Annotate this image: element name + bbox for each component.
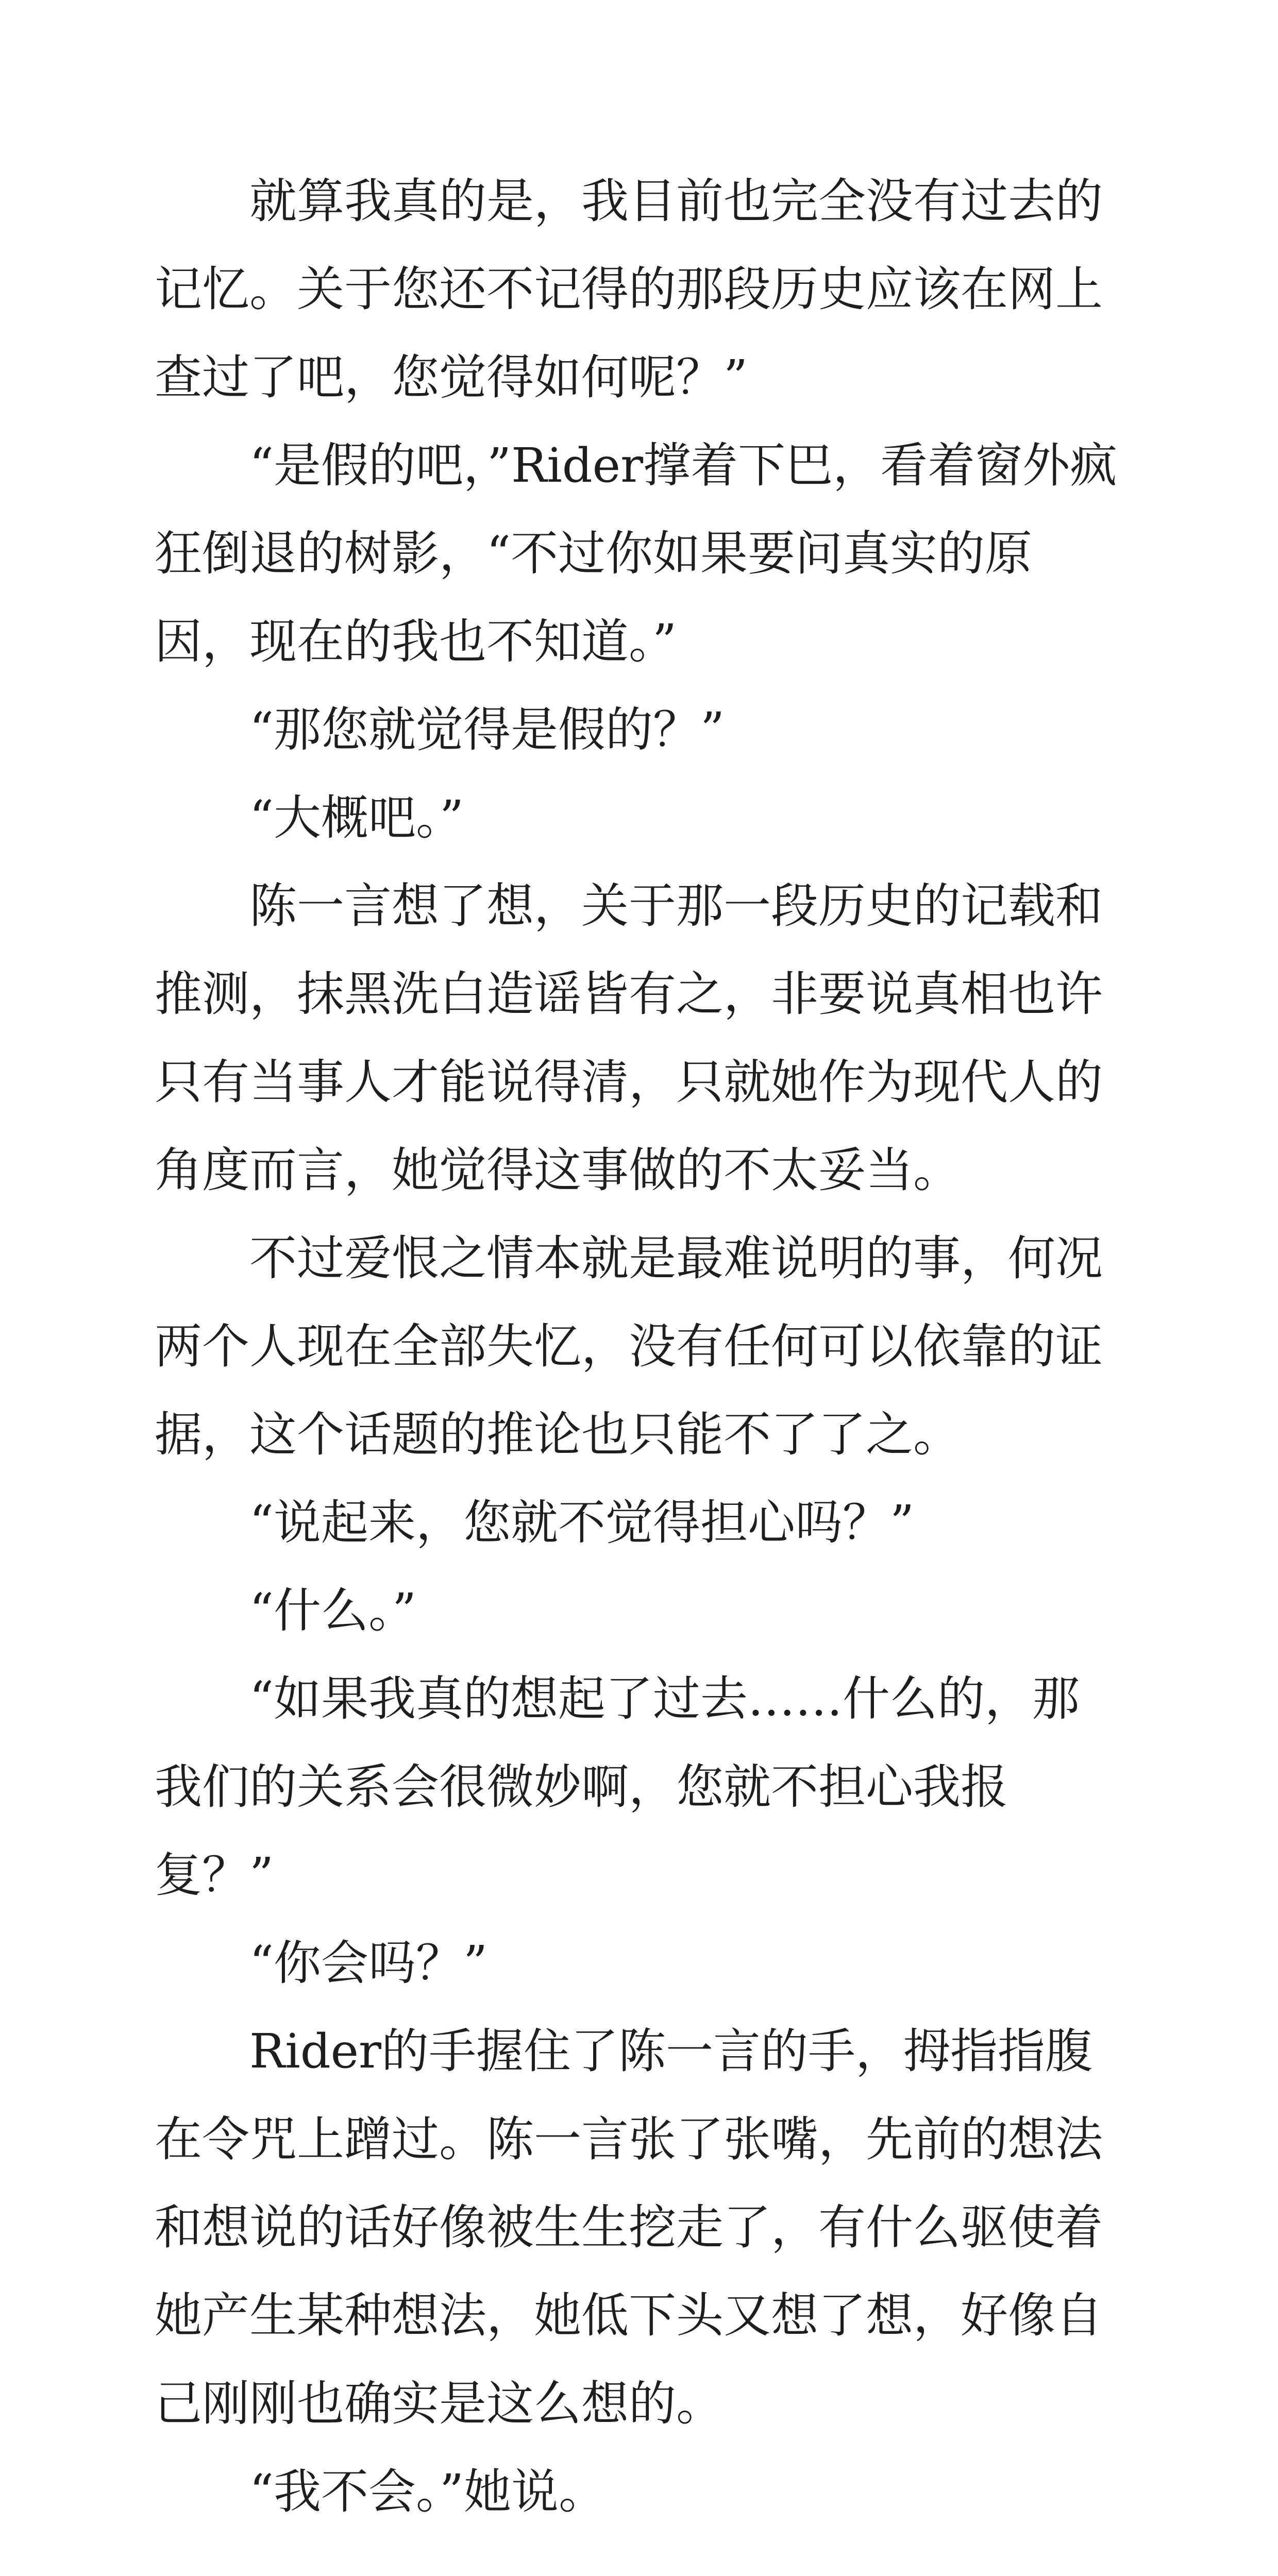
paragraph: 不过爱恨之情本就是最难说明的事，何况两个人现在全部失忆，没有任何可以依靠的证据，这个话题的推论也只能不了了之。 xyxy=(155,1231,1103,1462)
paragraph: “大概吧。” xyxy=(249,790,464,845)
paragraph: “什么。” xyxy=(249,1583,417,1638)
paragraph: 陈一言想了想，关于那一段历史的记载和推测，抹黑洗白造谣皆有之，非要说真相也许只有当事人才能说得清，只就她作为现代人的角度而言，她觉得这事做的不太妥当。 xyxy=(155,878,1103,1198)
document-body xyxy=(155,157,1123,2576)
paragraph: Rider的手握住了陈一言的手，拇指指腹在令咒上蹭过。陈一言张了张嘴，先前的想法和想说的话好像被生生挖走了，有什么驱使着她产生某种想法，她低下头又想了想，好像自己刚刚也确实是这么想的。 xyxy=(155,2024,1103,2431)
paragraph: 就算我真的是，我目前也完全没有过去的记忆。关于您还不记得的那段历史应该在网上查过了吧，您觉得如何呢？” xyxy=(155,174,1103,405)
paragraph: “说起来，您就不觉得担心吗？” xyxy=(249,1495,915,1550)
paragraph: “你会吗？” xyxy=(249,1936,488,1991)
paragraph: “是假的吧，”Rider撑着下巴，看着窗外疯狂倒退的树影，“不过你如果要问真实的原因，现在的我也不知道。” xyxy=(155,438,1118,669)
paragraph: “那您就觉得是假的？” xyxy=(249,702,725,757)
paragraph: “我不会。”她说。 xyxy=(249,2464,607,2519)
paragraph: “如果我真的想起了过去……什么的，那我们的关系会很微妙啊，您就不担心我报复？” xyxy=(155,1671,1080,1903)
